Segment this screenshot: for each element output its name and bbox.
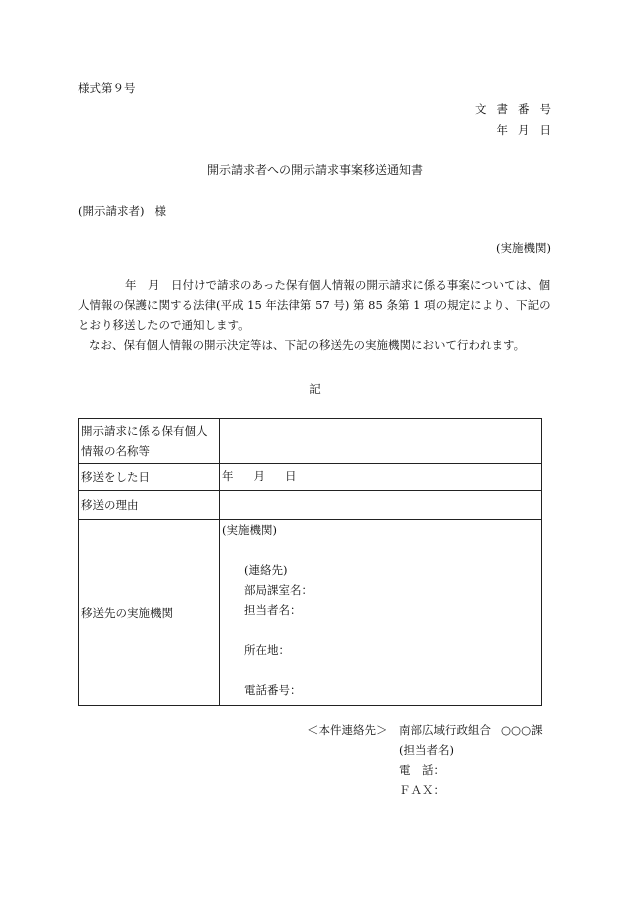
body-paragraph-1: 年 月 日付けで請求のあった保有個人情報の開示請求に係る事案については、個人情報の保護に関する法律(平成 15 年法律第 57 号) 第 85 条第 1 項の規定により、下記のとおり移送したので通知します。 [78, 278, 551, 332]
recipient [78, 206, 166, 218]
table-row [79, 491, 542, 520]
date-year: 年 [222, 469, 234, 484]
table-row [79, 419, 542, 464]
dest-address: 所在地： [244, 643, 290, 657]
transfer-date-label: 移送をした日 [79, 464, 220, 491]
document-title: 開示請求者への開示請求事案移送通知書 [206, 163, 423, 177]
contact-person: (担当者名) [399, 743, 454, 757]
date-label: 年月日 [496, 123, 561, 137]
contact-label: ＜本件連絡先＞ [307, 723, 388, 737]
recipient-honorific: 様 [154, 204, 166, 218]
body-paragraph-2: なお、保有個人情報の開示決定等は、下記の移送先の実施機関において行われます。 [89, 338, 526, 352]
destination-label: 移送先の実施機関 [79, 520, 220, 706]
transfer-detail-table [78, 418, 542, 706]
dest-dept: 部局課室名： [244, 583, 313, 597]
contact-tel: 電 話： [399, 763, 445, 777]
form-number: 様式第９号 [78, 81, 136, 95]
info-name-label: 開示請求に係る保有個人情報の名称等 [79, 419, 220, 464]
transfer-reason-label: 移送の理由 [79, 491, 220, 520]
table-row [79, 464, 542, 491]
sender-institution: (実施機関) [496, 241, 551, 255]
dest-person: 担当者名： [244, 603, 302, 617]
ki-heading: 記 [309, 382, 321, 396]
date-day: 日 [285, 469, 297, 484]
transfer-date-value [220, 464, 542, 491]
dest-contact: (連絡先) [244, 563, 288, 577]
dest-institution: (実施機関) [222, 523, 277, 537]
document-meta [475, 102, 561, 146]
info-name-value [220, 419, 542, 464]
recipient-name: (開示請求者) [78, 204, 145, 218]
contact-block [307, 725, 543, 805]
body-text [78, 275, 552, 355]
table-row [79, 520, 542, 706]
document-number-label: 文書番号 [475, 102, 561, 116]
contact-dept: ○○○課 [501, 723, 543, 737]
transfer-reason-value [220, 491, 542, 520]
dest-phone: 電話番号： [244, 683, 302, 697]
destination-value [220, 520, 542, 706]
date-month: 月 [253, 469, 265, 484]
contact-org: 南部広域行政組合 [399, 723, 491, 737]
contact-fax: ＦＡＸ： [399, 783, 445, 797]
